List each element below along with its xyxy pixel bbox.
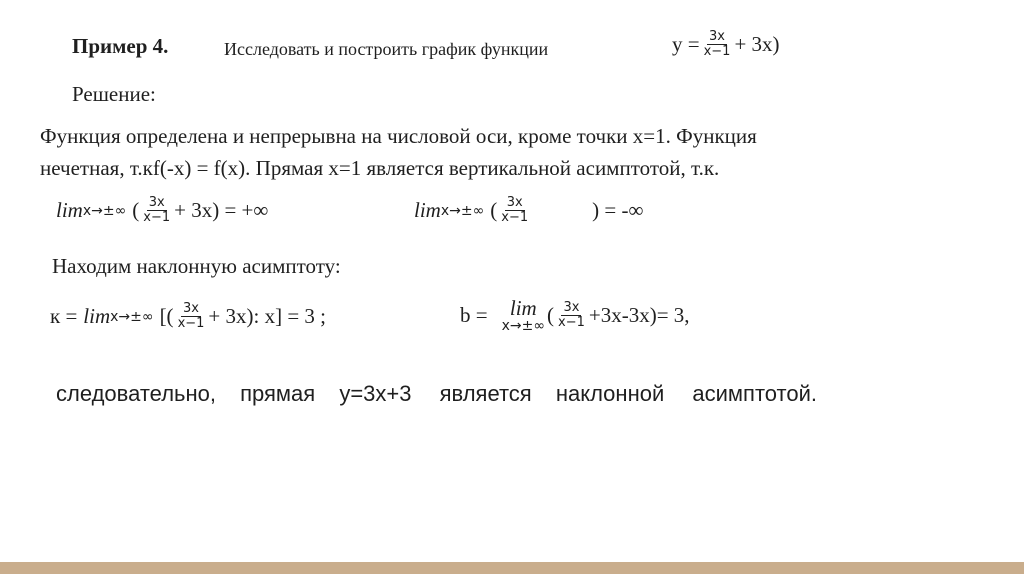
lim-denominator: x−1 — [143, 210, 171, 226]
fn-fraction — [702, 30, 733, 60]
lim-subscript: x→±∞ — [501, 318, 546, 334]
k-denominator: x−1 — [177, 316, 205, 332]
lim-fraction — [499, 196, 530, 226]
b-numerator: 3x — [563, 299, 580, 315]
k-fraction — [176, 302, 207, 332]
conclusion-word: прямая — [240, 381, 316, 406]
paragraph-line-1: Функция определена и непрерывна на числовой оси, кроме точки x=1. Функция — [40, 124, 757, 148]
lim-fraction — [141, 196, 172, 226]
lim-numerator: 3x — [148, 195, 165, 210]
oblique-asymptote-label: Находим наклонную асимптоту: — [52, 254, 341, 278]
conclusion-word: асимптотой. — [692, 381, 817, 406]
limit-minus-infinity — [414, 196, 643, 226]
lim-subscript: x→±∞ — [110, 308, 154, 325]
fn-right: + 3x) — [734, 32, 780, 57]
fn-denominator: x−1 — [703, 44, 731, 60]
lim-symbol: lim — [56, 198, 83, 223]
function-definition — [672, 30, 780, 60]
example-label: Пример 4. — [72, 34, 169, 58]
k-numerator: 3x — [183, 301, 199, 316]
b-expression — [460, 298, 690, 333]
open-bracket: [( — [159, 304, 174, 329]
b-denominator: x−1 — [558, 315, 585, 330]
b-prefix: b = — [460, 303, 488, 327]
b-tail: +3x-3x)= 3, — [588, 303, 690, 327]
conclusion — [56, 383, 817, 405]
k-prefix: к = — [50, 304, 78, 329]
paragraph-line-2: нечетная, т.кf(-x) = f(x). Прямая x=1 является вертикальной асимптотой, т.к. — [40, 156, 720, 180]
lim-symbol: lim — [83, 304, 111, 329]
lim-tail: + 3x) = +∞ — [174, 198, 269, 223]
k-tail: + 3x): x] = 3 ; — [208, 304, 327, 329]
fn-left: y = — [672, 32, 700, 57]
lim-subscript: x→±∞ — [440, 202, 485, 219]
lim-subscript: x→±∞ — [82, 202, 127, 219]
bottom-accent-bar — [0, 562, 1024, 574]
lim-tail: ) = -∞ — [592, 198, 644, 223]
b-lim-block — [502, 298, 545, 333]
k-expression — [50, 302, 326, 332]
lim-symbol: lim — [414, 198, 441, 223]
asymptote-equation: y=3x+3 — [339, 381, 412, 406]
limit-plus-infinity — [56, 196, 268, 226]
b-fraction — [556, 301, 587, 331]
solution-label: Решение: — [72, 82, 156, 106]
conclusion-word: наклонной — [555, 381, 665, 406]
task-text: Исследовать и построить график функции — [224, 39, 549, 59]
open-paren: ( — [490, 198, 498, 223]
open-paren: ( — [132, 198, 140, 223]
fn-numerator: 3x — [709, 29, 725, 44]
lim-symbol: lim — [509, 296, 537, 320]
lim-denominator: x−1 — [501, 210, 529, 226]
conclusion-word: является — [439, 381, 532, 406]
open-paren: ( — [547, 303, 555, 327]
conclusion-word: следовательно, — [56, 381, 216, 406]
lim-numerator: 3x — [506, 195, 523, 210]
